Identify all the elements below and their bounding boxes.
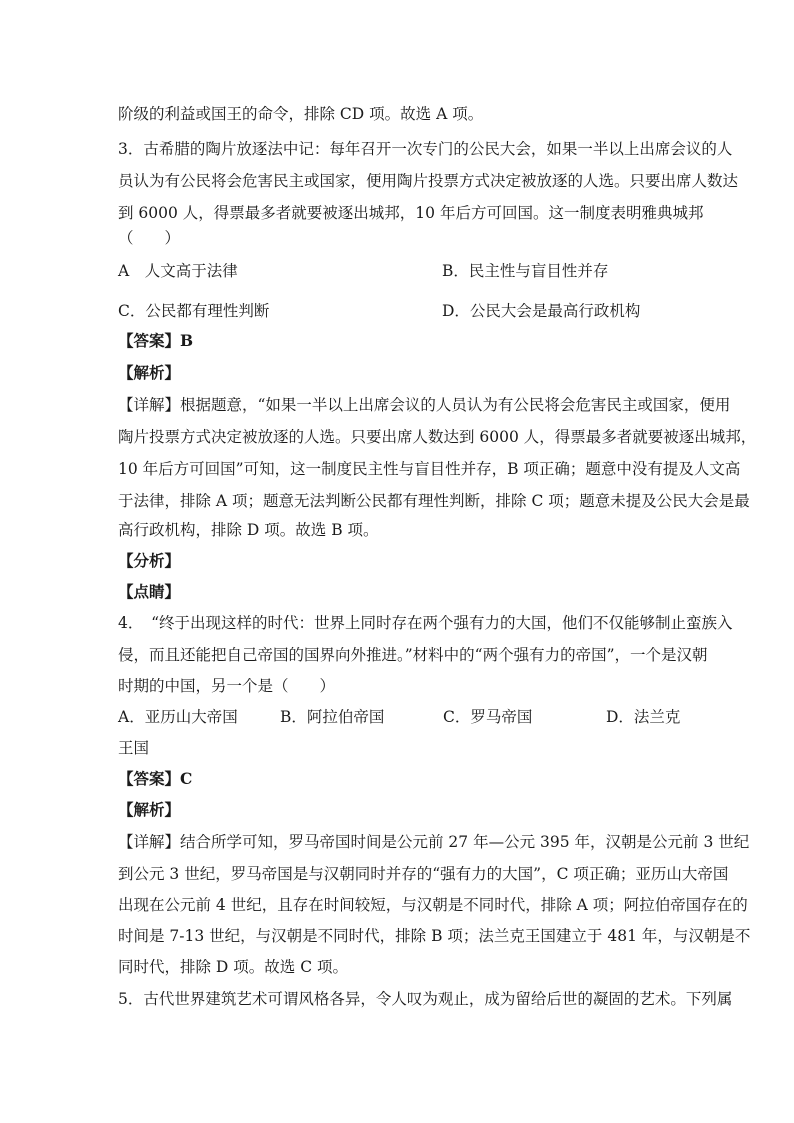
text-line: 到公元 3 世纪，罗马帝国是与汉朝同时并存的“强有力的大国”，C 项正确；亚历山大帝国 bbox=[118, 865, 729, 883]
fenxi-label: 【分析】 bbox=[118, 551, 181, 570]
text-line: 时间是 7-13 世纪，与汉朝是不同时代，排除 B 项；法兰克王国建立于 481 年，与汉朝是不 bbox=[118, 927, 751, 945]
analysis-label: 【解析】 bbox=[118, 363, 181, 382]
answer-label: 【答案】C bbox=[118, 769, 193, 788]
text-line: 阶级的利益或国王的命令，排除 CD 项。故选 A 项。 bbox=[118, 105, 484, 123]
question-3-stem: 3．古希腊的陶片放逐法中记：每年召开一次专门的公民大会，如果一半以上出席会议的人 bbox=[118, 140, 733, 158]
q4-option-a: A．亚历山大帝国 bbox=[118, 708, 238, 726]
dianjing-label: 【点睛】 bbox=[118, 582, 181, 601]
detail-paragraph: 【详解】根据题意，“如果一半以上出席会议的人员认为有公民将会危害民主或国家，便用 bbox=[118, 396, 731, 414]
text-line: 王国 bbox=[118, 739, 150, 757]
text-line: 时期的中国，另一个是（ ） bbox=[118, 677, 336, 695]
text-line: 高行政机构，排除 D 项。故选 B 项。 bbox=[118, 521, 379, 539]
text-line: 出现在公元前 4 世纪，且存在时间较短，与汉朝是不同时代，排除 A 项；阿拉伯帝国存在的 bbox=[118, 896, 748, 914]
answer-label: 【答案】B bbox=[118, 331, 194, 350]
text-line: 员认为有公民将会危害民主或国家，便用陶片投票方式决定被放逐的人选。只要出席人数达 bbox=[118, 172, 739, 190]
q4-option-d: D．法兰克 bbox=[606, 708, 681, 726]
q3-option-d: D．公民大会是最高行政机构 bbox=[442, 302, 641, 320]
question-5-stem: 5．古代世界建筑艺术可谓风格各异，令人叹为观止，成为留给后世的凝固的艺术。下列属 bbox=[118, 990, 733, 1008]
q4-option-b: B．阿拉伯帝国 bbox=[280, 708, 385, 726]
q4-option-c: C．罗马帝国 bbox=[443, 708, 533, 726]
question-4-stem: 4． “终于出现这样的时代：世界上同时存在两个强有力的大国，他们不仅能够制止蛮族入 bbox=[118, 614, 733, 632]
text-line: 10 年后方可回国”可知，这一制度民主性与盲目性并存，B 项正确；题意中没有提及人文高 bbox=[118, 460, 741, 478]
q3-option-a: A 人文高于法律 bbox=[118, 262, 238, 280]
detail-paragraph: 【详解】结合所学可知，罗马帝国时间是公元前 27 年—公元 395 年，汉朝是公元前 3 世纪 bbox=[118, 833, 750, 851]
text-line: 陶片投票方式决定被放逐的人选。只要出席人数达到 6000 人，得票最多者就要被逐出城邦， bbox=[118, 428, 757, 446]
q3-option-b: B．民主性与盲目性并存 bbox=[442, 262, 609, 280]
text-line: 到 6000 人，得票最多者就要被逐出城邦，10 年后方可回国。这一制度表明雅典城邦 bbox=[118, 204, 704, 222]
text-line: 同时代，排除 D 项。故选 C 项。 bbox=[118, 958, 348, 976]
q3-option-c: C．公民都有理性判断 bbox=[118, 302, 270, 320]
answer-blank: （ ） bbox=[118, 229, 181, 247]
text-line: 于法律，排除 A 项；题意无法判断公民都有理性判断，排除 C 项；题意未提及公民大会是最 bbox=[118, 492, 750, 510]
analysis-label: 【解析】 bbox=[118, 800, 181, 819]
text-line: 侵，而且还能把自己帝国的国界向外推进。”材料中的“两个强有力的帝国”，一个是汉朝 bbox=[118, 646, 708, 664]
